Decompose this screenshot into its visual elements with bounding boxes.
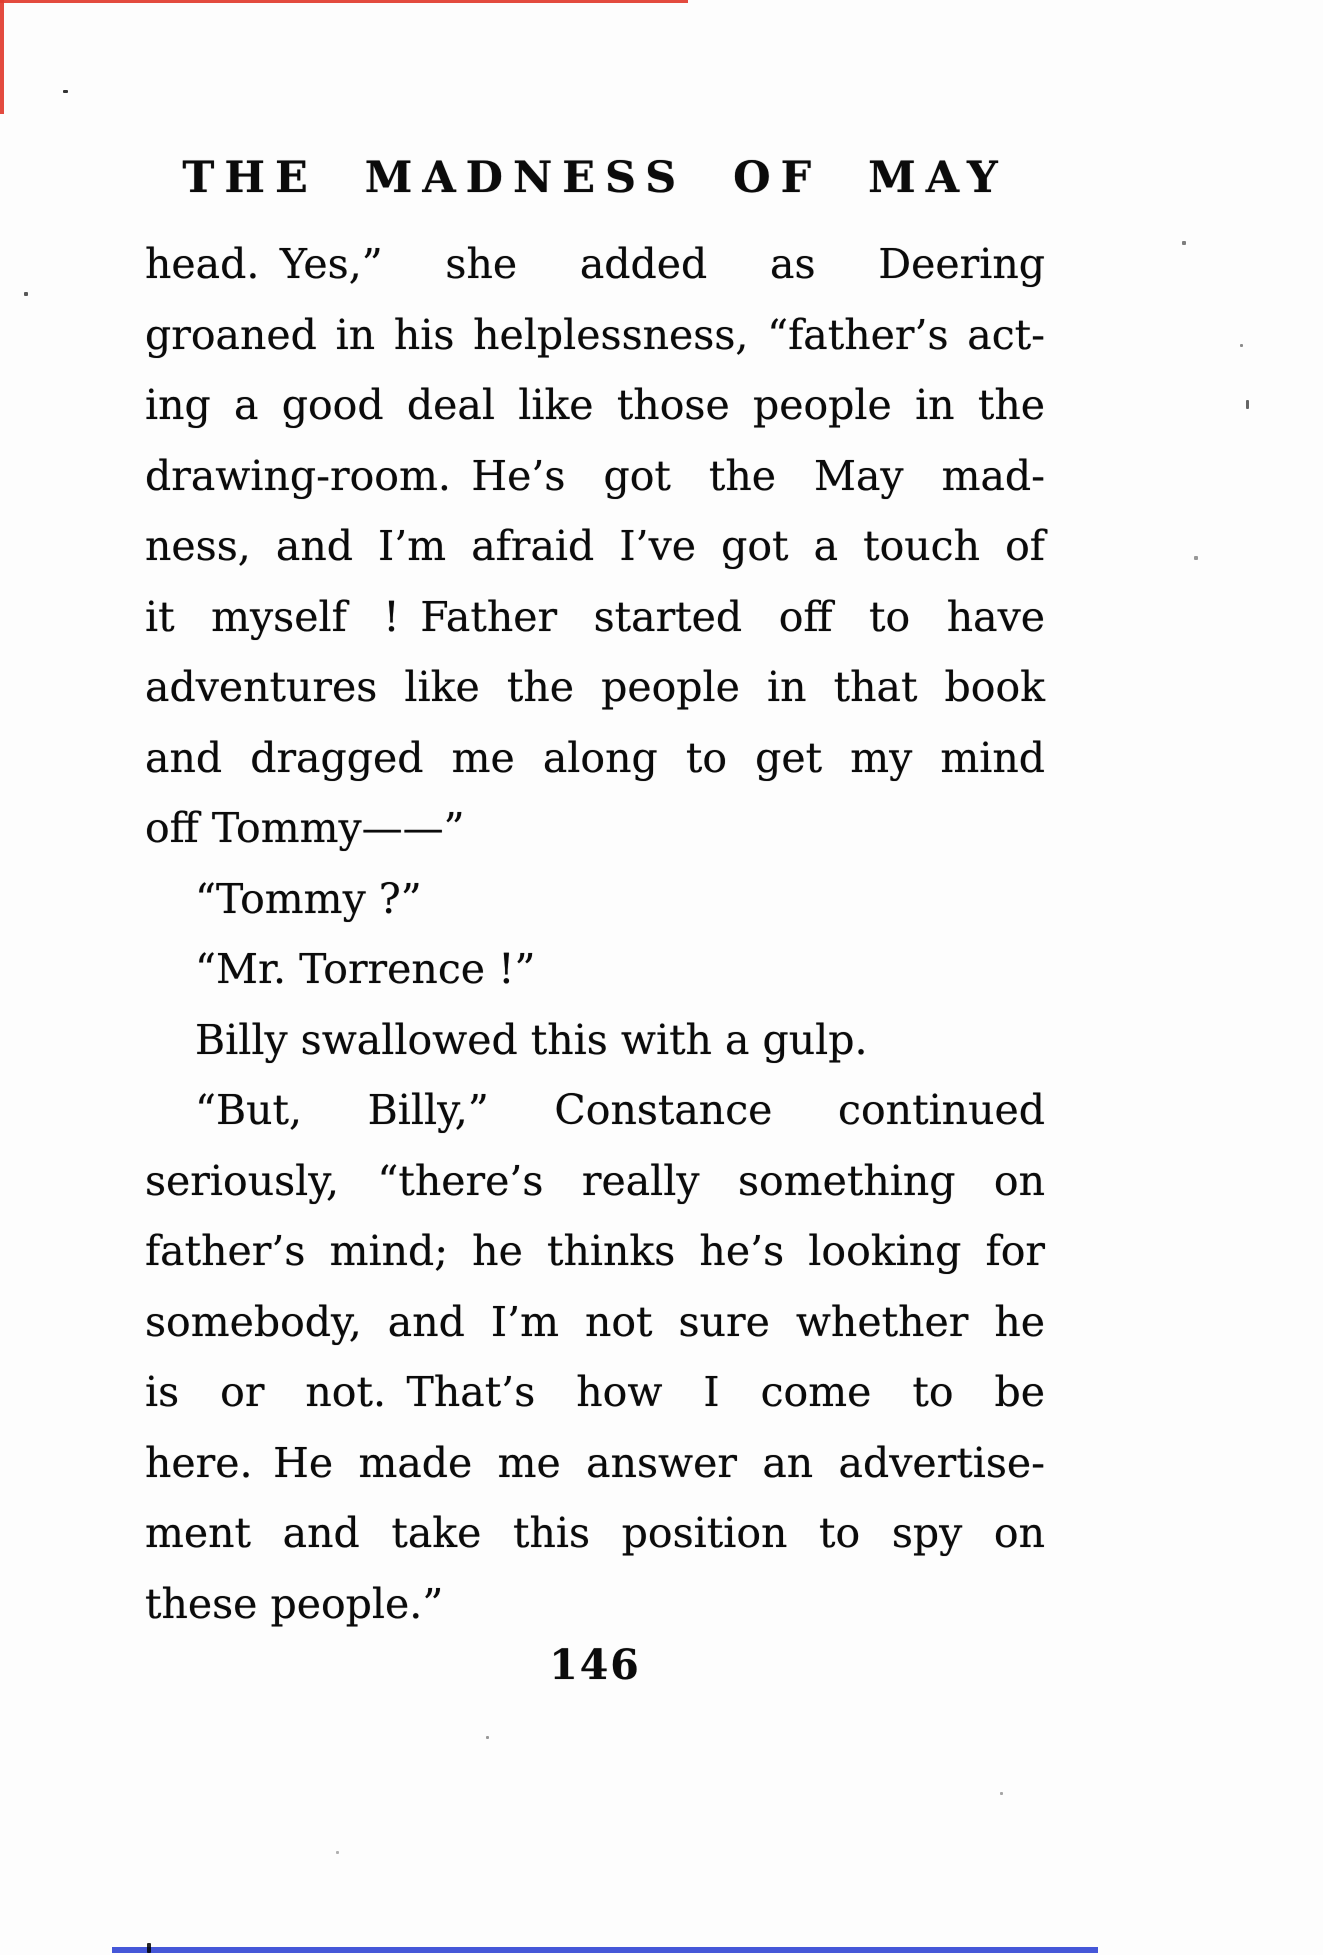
text-line: is or not. That’s how I come to be [145, 1368, 1045, 1416]
text-line: off Tommy——” [145, 804, 465, 852]
text-line: “Tommy ?” [195, 874, 422, 923]
scan-speckle [1182, 241, 1186, 245]
scan-speckle [1240, 344, 1243, 347]
scan-speckle [63, 90, 68, 93]
scan-edge-artifact-top [0, 0, 688, 3]
text-line: Billy swallowed this with a gulp. [195, 1015, 868, 1064]
text-line: it myself ! Father started off to have [145, 592, 1045, 641]
text-line: “But, Billy,” Constance continued [195, 1086, 1045, 1134]
scan-speckle [24, 292, 28, 296]
scan-speckle [336, 1851, 339, 1854]
scan-speckle [1194, 556, 1198, 560]
scan-speckle [1246, 400, 1249, 409]
text-line: head. Yes,” she added as Deering [145, 240, 1045, 288]
text-line: “Mr. Torrence !” [195, 945, 536, 993]
text-line: groaned in his helplessness, “father’s act- [145, 310, 1045, 359]
text-line: seriously, “there’s really something on [145, 1156, 1045, 1205]
scan-speckle [1000, 1792, 1003, 1795]
text-line: ing a good deal like those people in the [145, 381, 1045, 429]
text-line: somebody, and I’m not sure whether he [145, 1297, 1045, 1346]
text-line: and dragged me along to get my mind [145, 733, 1045, 782]
text-line: these people.” [145, 1579, 444, 1628]
text-line: ment and take this position to spy on [145, 1509, 1045, 1557]
scan-edge-artifact-bottom [112, 1947, 1098, 1953]
scan-speckle [147, 1943, 151, 1953]
text-line: drawing-room. He’s got the May mad- [145, 451, 1045, 500]
page-number: 146 [549, 1641, 641, 1689]
running-head-title: THE MADNESS OF MAY [182, 153, 1008, 203]
text-line: adventures like the people in that book [145, 663, 1045, 711]
body-text-block [145, 229, 1045, 1639]
text-line: ness, and I’m afraid I’ve got a touch of [145, 522, 1045, 570]
text-line: here. He made me answer an advertise- [145, 1438, 1045, 1487]
text-line: father’s mind; he thinks he’s looking for [145, 1227, 1045, 1275]
scan-speckle [486, 1736, 489, 1739]
scan-edge-artifact-left [0, 0, 4, 114]
